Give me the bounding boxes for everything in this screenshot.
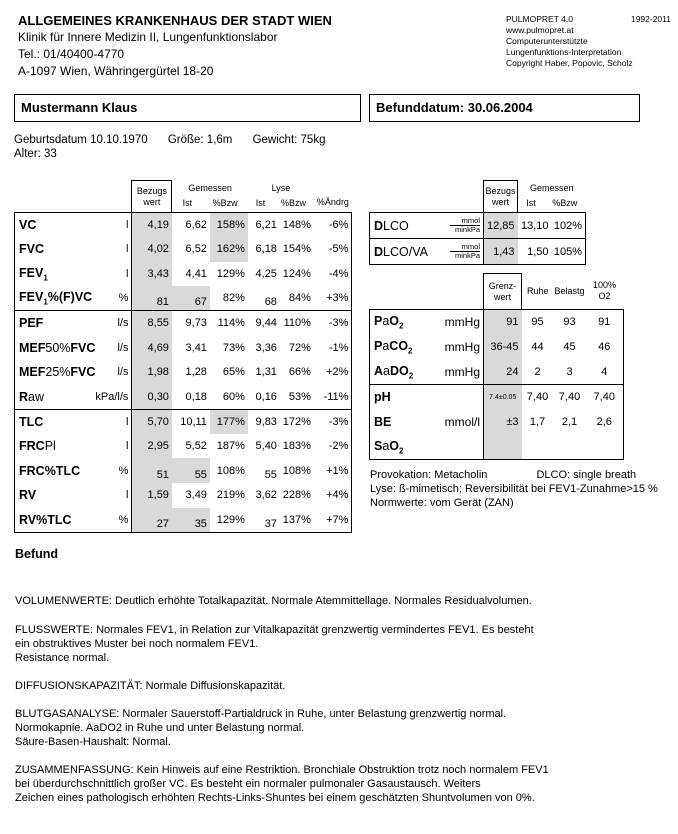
measured-value: 1,28: [185, 366, 207, 379]
measured-value: 1,50: [518, 239, 552, 265]
table-row: [370, 360, 624, 385]
row-unit: l: [95, 237, 132, 262]
measured-value: 13,10: [518, 213, 552, 239]
belastg-value: 7,40: [554, 385, 586, 410]
ref-value: [484, 435, 522, 460]
lyse-value: 3,36: [255, 341, 277, 354]
row-unit: %: [95, 286, 132, 311]
table-row: [15, 360, 352, 385]
software-years: 1992-2011: [630, 14, 671, 24]
change-percent: +1%: [314, 458, 352, 483]
o2-value: 46: [586, 335, 624, 360]
lyse-value: 37: [248, 508, 280, 533]
change-percent: -6%: [314, 213, 352, 238]
row-unit: %: [95, 458, 132, 483]
row-label: BE: [370, 410, 430, 435]
row-unit: [430, 435, 484, 460]
height: Größe: 1,6m: [167, 134, 233, 146]
ruhe-value: 95: [522, 310, 554, 335]
header-gemessen: Gemessen Ist %Bzw: [182, 182, 238, 208]
ruhe-value: 7,40: [522, 385, 554, 410]
address: A-1097 Wien, Währingergürtel 18-20: [18, 64, 214, 78]
lyse-value: 3,62: [255, 489, 277, 502]
row-unit: l/s: [95, 311, 132, 336]
change-percent: +7%: [314, 508, 352, 533]
lyse-value: 1,31: [255, 366, 277, 379]
provokation-note: Provokation: Metacholin: [370, 469, 488, 481]
measured-percent: 162%: [210, 237, 248, 262]
ref-value: 51: [132, 458, 172, 483]
befund-blutgas: BLUTGASANALYSE: Normaler Sauerstoff-Partialdruck in Ruhe, unter Belastung grenzwertig normal. Normokapnie. AaDO2 in Ruhe und unter Belastung normal. Säure-Basen-Haushalt: Normal.: [15, 708, 507, 748]
header-ruhe: Ruhe: [526, 285, 549, 296]
ref-value: 8,55: [132, 311, 172, 336]
change-percent: -3%: [314, 409, 352, 434]
table-row: [15, 385, 352, 410]
ref-value: 7.4±0.05: [484, 385, 522, 410]
row-label: TLC: [15, 409, 96, 434]
lyse-percent: 124%: [282, 267, 311, 280]
lyse-value: 6,21: [248, 213, 280, 238]
change-percent: +4%: [314, 483, 352, 508]
table-row: [15, 311, 352, 336]
row-label: PEF: [15, 311, 96, 336]
software-name: PULMOPRET 4.0: [506, 14, 573, 24]
row-unit: l/s: [95, 360, 132, 385]
lyse-value: 68: [248, 286, 280, 311]
change-percent: +3%: [314, 286, 352, 311]
measured-value: 9,73: [172, 311, 210, 336]
lyse-percent: 137%: [280, 508, 314, 533]
measured-percent: 60%: [210, 385, 248, 410]
change-percent: -3%: [314, 311, 352, 336]
row-label: pH: [370, 385, 430, 410]
measured-percent: 73%: [222, 341, 245, 354]
row-unit: mmHg: [430, 335, 484, 360]
lyse-percent: 148%: [280, 213, 314, 238]
belastg-value: 2,1: [561, 416, 578, 428]
lyse-percent: 53%: [280, 385, 314, 410]
ref-value: 4,69: [132, 335, 172, 360]
weight: Gewicht: 75kg: [252, 134, 326, 146]
o2-value: 4: [586, 360, 624, 385]
row-unit: mmHg: [430, 360, 484, 385]
row-label: PaO$_2$: [370, 310, 430, 335]
header-lyse: Lyse Ist %Bzw: [255, 182, 307, 208]
befund-title: Befund: [15, 547, 59, 561]
software-info: [506, 14, 671, 69]
measured-value: 4,41: [185, 267, 207, 280]
row-label: $FEV_1$: [15, 262, 96, 287]
measured-percent: 129%: [216, 267, 245, 280]
o2-value: 2,6: [586, 410, 624, 435]
ref-value: 81: [132, 286, 172, 311]
table-row: [370, 213, 586, 239]
measured-percent: 177%: [210, 409, 248, 434]
ref-value: 4,02: [132, 237, 172, 262]
measured-percent: 65%: [222, 366, 245, 379]
befund-date-box: [369, 94, 640, 122]
row-unit: mmol minkPa: [450, 213, 484, 239]
row-unit: l: [95, 262, 132, 287]
row-label: FVC: [15, 237, 96, 262]
measured-value: 3,41: [185, 341, 207, 354]
table-row: [15, 458, 352, 483]
measured-value: 10,11: [172, 409, 210, 434]
table-row: [370, 410, 624, 435]
table-row: [15, 237, 352, 262]
row-unit: l: [95, 409, 132, 434]
lyse-percent: 228%: [282, 489, 311, 502]
measured-value: 6,52: [185, 243, 207, 256]
table-row: [370, 310, 624, 335]
row-label: MEF25%FVC: [15, 360, 96, 385]
measured-value: 6,62: [172, 213, 210, 238]
table-row: [370, 239, 586, 265]
change-percent: -11%: [314, 385, 352, 410]
befund-diffusion: DIFFUSIONSKAPAZITÄT: Normale Diffusionskapazität.: [15, 680, 286, 692]
measured-value: 5,52: [185, 440, 207, 453]
table-row: [15, 286, 352, 311]
software-desc-2: Lungenfunktions-Interpretation: [506, 47, 622, 57]
befund-fluss: FLUSSWERTE: Normales FEV1, in Relation zur Vitalkapazität grenzwertig vermindertes FEV1. Es besteht ein obstruktives Muster bei noch normalem FEV1. Resistance normal.: [15, 624, 534, 664]
measured-percent: 187%: [216, 440, 245, 453]
patient-name-box: [14, 94, 361, 122]
lyse-percent: 110%: [280, 311, 314, 336]
diffusion-header-row: [370, 181, 586, 213]
ref-value: 3,43: [132, 262, 172, 287]
ref-value: 4,19: [132, 213, 172, 238]
row-label: Raw: [15, 385, 96, 410]
table-header-row: [15, 181, 352, 213]
table-row: [15, 213, 352, 238]
measured-percent: 219%: [216, 489, 245, 502]
lyse-percent: 66%: [288, 366, 311, 379]
website: www.pulmopret.at: [506, 25, 574, 35]
row-unit: mmol minkPa: [450, 239, 484, 265]
change-percent: -2%: [314, 434, 352, 459]
row-unit: mmol/l: [430, 410, 484, 435]
row-label: MEF50%FVC: [15, 335, 96, 360]
lyse-note: Lyse: ß-mimetisch; Reversibilität bei FEV1-Zunahme>15 %: [370, 483, 658, 495]
ruhe-value: 1,7: [529, 416, 546, 428]
row-unit: l/s: [95, 335, 132, 360]
belastg-value: 3: [554, 360, 586, 385]
row-label: FRC%TLC: [15, 458, 96, 483]
lyse-value: 9,83: [248, 409, 280, 434]
ref-value: 36-45: [484, 335, 522, 360]
copyright: Copyright Haber, Popovic, Scholz: [506, 58, 633, 68]
bloodgas-header-row: [370, 274, 624, 310]
ref-value: 1,59: [132, 483, 172, 508]
ref-value: 2,95: [132, 434, 172, 459]
patient-name: Mustermann Klaus: [21, 100, 138, 115]
patient-demographics: [14, 133, 342, 161]
lyse-value: 9,44: [248, 311, 280, 336]
belastg-value: [554, 435, 586, 460]
ref-value: 91: [484, 310, 522, 335]
row-label: FRCPl: [15, 434, 96, 459]
measured-value: 3,49: [185, 489, 207, 502]
measured-percent: 129%: [210, 508, 248, 533]
belastg-value: 45: [563, 341, 576, 353]
institution-header: [18, 12, 332, 80]
o2-value: [586, 435, 624, 460]
lyse-value: 4,25: [255, 267, 277, 280]
measured-percent: 105%: [552, 239, 586, 265]
row-label: RV%TLC: [15, 508, 96, 533]
table-row: [15, 508, 352, 533]
measured-value: 35: [172, 508, 210, 533]
befund-zusammenfassung: ZUSAMMENFASSUNG: Kein Hinweis auf eine Restriktion. Bronchiale Obstruktion trotz noch normalem FEV1 bei überdurchschnittlich großer VC. Es besteht ein normaler pulmonaler Gasaustausch. Weiters Zeichen eines pathologisch erhöhten Rechts-Links-Shuntes bei einem geschätzten Shuntvolumen von 0%.: [15, 764, 549, 804]
table-row: [15, 409, 352, 434]
ref-value: 12,85: [484, 213, 518, 239]
lyse-value: 55: [264, 469, 277, 482]
dlco-note: DLCO: single breath: [536, 469, 637, 481]
belastg-value: 93: [554, 310, 586, 335]
normwerte-note: Normwerte: vom Gerät (ZAN): [370, 497, 514, 509]
ruhe-value: [522, 435, 554, 460]
measured-percent: 158%: [210, 213, 248, 238]
lyse-percent: 183%: [282, 440, 311, 453]
row-unit: l: [95, 213, 132, 238]
ruhe-value: 44: [531, 341, 544, 353]
diffusion-table: [369, 180, 586, 265]
header-o2: 100% O2: [592, 280, 617, 302]
befund-volumen: VOLUMENWERTE: Deutlich erhöhte Totalkapazität. Normale Atemmittellage. Normales Residualvolumen.: [15, 595, 532, 607]
row-unit: kPa/l/s: [95, 385, 132, 410]
row-label: $FEV_1\%(F)VC$: [15, 286, 96, 311]
header-grenzwert: Grenz- wert: [484, 274, 522, 310]
header-bezugswert: Bezugs wert: [484, 181, 518, 213]
row-label: PaCO$_2$: [370, 335, 430, 360]
lyse-percent: 72%: [288, 341, 311, 354]
software-desc-1: Computerunterstützte: [506, 36, 588, 46]
birth-date: Geburtsdatum 10.10.1970: [14, 134, 148, 146]
ref-value: 1,43: [484, 239, 518, 265]
ref-value: ±3: [484, 410, 522, 435]
bloodgas-table: [369, 273, 624, 460]
row-label: AaDO$_2$: [370, 360, 430, 385]
befund-date: Befunddatum: 30.06.2004: [376, 100, 533, 115]
measured-percent: 102%: [552, 213, 586, 239]
row-unit: l: [95, 483, 132, 508]
measured-percent: 82%: [210, 286, 248, 311]
ref-value: 1,98: [132, 360, 172, 385]
o2-value: 91: [586, 310, 624, 335]
age: Alter: 33: [14, 148, 57, 160]
measured-value: 67: [172, 286, 210, 311]
header-bezugswert: Bezugs wert: [132, 181, 172, 213]
measured-value: 0,18: [172, 385, 210, 410]
change-percent: -1%: [314, 335, 352, 360]
table-row: [15, 335, 352, 360]
test-notes: [370, 468, 670, 510]
lyse-percent: 154%: [282, 243, 311, 256]
lyse-percent: 108%: [282, 464, 311, 477]
change-percent: -4%: [314, 262, 352, 287]
header-belastg: Belastg: [554, 285, 585, 296]
measured-value: 55: [172, 458, 210, 483]
row-unit: [430, 385, 484, 410]
o2-value: 7,40: [586, 385, 624, 410]
table-row: [15, 262, 352, 287]
table-row: [370, 385, 624, 410]
table-row: [15, 483, 352, 508]
lyse-percent: 172%: [280, 409, 314, 434]
table-row: [370, 335, 624, 360]
row-label: DLCO/VA: [370, 239, 450, 265]
lyse-value: 6,18: [255, 243, 277, 256]
ref-value: 27: [132, 508, 172, 533]
row-label: RV: [15, 483, 96, 508]
row-label: SaO$_2$: [370, 435, 430, 460]
lyse-value: 0,16: [248, 385, 280, 410]
lyse-percent: 84%: [280, 286, 314, 311]
row-label: VC: [15, 213, 96, 238]
ref-value: 24: [484, 360, 522, 385]
row-unit: %: [95, 508, 132, 533]
table-row: [370, 435, 624, 460]
lyse-value: 5,40: [255, 440, 277, 453]
ref-value: 5,70: [132, 409, 172, 434]
measured-percent: 108%: [216, 464, 245, 477]
measured-percent: 114%: [210, 311, 248, 336]
header-gemessen: Gemessen Ist %Bzw: [526, 182, 578, 208]
lung-function-table: [14, 180, 352, 533]
change-percent: +2%: [314, 360, 352, 385]
institution-name: ALLGEMEINES KRANKENHAUS DER STADT WIEN: [18, 13, 332, 28]
header-aenderung: %Ändrg: [316, 197, 349, 207]
ruhe-value: 2: [522, 360, 554, 385]
table-row: [15, 434, 352, 459]
row-unit: mmHg: [430, 310, 484, 335]
change-percent: -5%: [314, 237, 352, 262]
phone: Tel.: 01/40400-4770: [18, 47, 125, 61]
clinic-name: Klinik für Innere Medizin II, Lungenfunktionslabor: [18, 30, 278, 44]
ref-value: 0,30: [132, 385, 172, 410]
row-unit: l: [95, 434, 132, 459]
row-label: DLCO: [370, 213, 450, 239]
